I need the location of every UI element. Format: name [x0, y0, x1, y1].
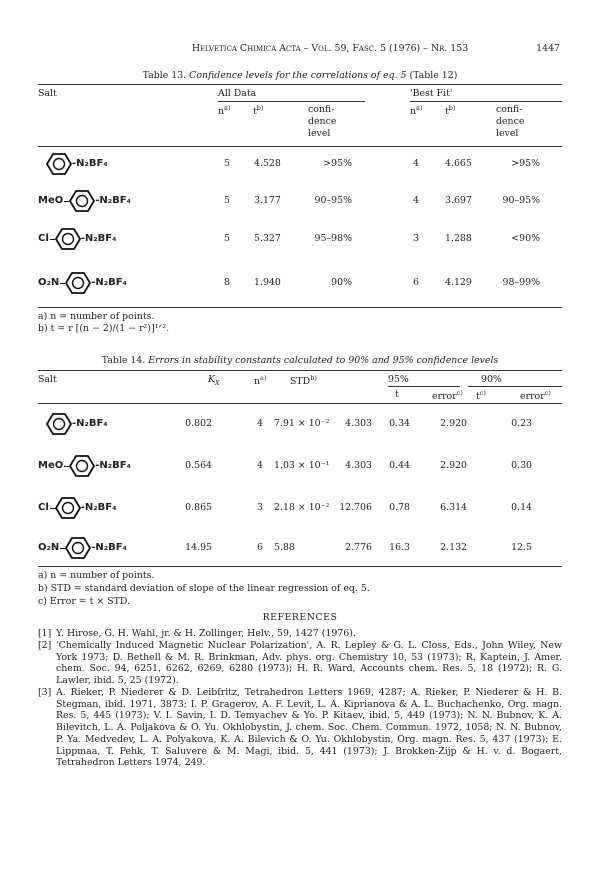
table13-caption-italic: Confidence levels for the correlations of eq. 5: [189, 70, 407, 81]
table14-caption-prefix: Table 14.: [101, 355, 149, 366]
salt-substituent: O₂N: [38, 276, 60, 288]
table14-caption-italic: Errors in stability constants calculated to 90% and 95% confidence levels: [148, 355, 499, 366]
table13-col-salt: Salt: [38, 88, 57, 99]
reference-text: A. Rieker, P. Niederer & D. Leibfritz, Tetrahedron Letters 1969, 4287; A. Rieker, P. Niederer & H. B. Stegman, ibid. 1971, 3873; I. P. Gragerov, A. F. Levit, L. A. Kiprianova & A. L. Buchachenko, Org. magn. Res. 5, 445 (1973); V. I. Savin, I. D. Temyachev & Yo. P. Kitaev, ibid. 5, 449 (1973); N. N. Bubnov, K. A. Bilevitch, L. A. Poljakova & O. Yu. Okhlobystin, J. chem. Soc. Chem. Commun. 1972, 1058; N. N. Bubnov, P. Ya. Medvedev, L. A. Polyakova, K. A. Bilevich & O. Yu. Okhlobystin, Org. magn. Res. 5, 437 (1973); E. Lippmaa, T. Pehk, T. Saluvere & M. Magi, ibid. 5, 441 (1973); J. Brokken-Zijp & H. v. d. Bogaert, Tetrahedron Letters 1974, 249.: [56, 686, 562, 769]
cell-t2: 4.129: [445, 277, 472, 288]
cell-t2: 3.697: [445, 195, 472, 206]
cell-kx: 0.802: [185, 418, 212, 429]
salt-structure: [38, 497, 117, 519]
cell-n: 5: [224, 233, 230, 244]
cell-t95: 4.303: [345, 418, 372, 429]
cell-e90: 12.5: [511, 542, 532, 553]
cell-t90: 2.132: [440, 542, 467, 553]
table13-footnote-b: b) t = r [(n − 2)/(1 − r²)]¹ᐟ².: [38, 323, 170, 334]
salt-diazonium: -N₂BF₄: [72, 417, 108, 429]
table13-group-all: All Data: [218, 88, 257, 99]
table13-header-rule: [38, 146, 562, 147]
cell-t95: 2.776: [345, 542, 372, 553]
cell-e90: 0.14: [511, 502, 532, 513]
reference-number: [2]: [38, 639, 52, 651]
table14-col-std: STD$^{b)}$: [290, 374, 317, 388]
table13-col-t: $t^{b)}$: [253, 104, 264, 118]
table14-col-salt: Salt: [38, 374, 57, 385]
table13-footnote-a: a) n = number of points.: [38, 311, 155, 322]
cell-kx: 14.95: [185, 542, 212, 553]
table13-caption: [0, 70, 600, 82]
table13-col-conf: confi- dence level: [308, 104, 337, 139]
cell-t95: 4.303: [345, 460, 372, 471]
cell-n: 4: [257, 418, 263, 429]
table14-footnote-a: a) n = number of points.: [38, 570, 155, 581]
reference-text: 'Chemically Induced Magnetic Nuclear Polarization', A. R. Lepley & G. L. Closs, Eds., John Wiley, New York 1973; D. Bethell & M. R. Brinkman, Adv. phys. org. Chemistry 10, 53 (1973); R. Kaptein, J. Amer. chem. Soc. 94, 6251, 6262, 6269, 6280 (1973); H. R. Ward, Accounts chem. Res. 5, 18 (1972); R. G. Lawler, ibid. 5, 25 (1972).: [56, 639, 562, 686]
cell-e95: 0.78: [389, 502, 410, 513]
salt-diazonium: -N₂BF₄: [95, 459, 131, 471]
salt-diazonium: -N₂BF₄: [91, 541, 127, 553]
cell-t90: 2.920: [440, 418, 467, 429]
table14-col-t2: $t^{c)}$: [476, 389, 486, 403]
salt-substituent: Cl: [38, 501, 49, 513]
cell-t95: 12.706: [339, 502, 372, 513]
salt-diazonium: -N₂BF₄: [72, 157, 108, 169]
cell-n: 5: [224, 195, 230, 206]
cell-n2: 4: [413, 158, 419, 169]
table13-top-rule: [38, 84, 562, 85]
reference-item: [38, 628, 562, 640]
reference-item: [38, 687, 562, 769]
journal-header: Helvetica Chimica Acta – Vol. 59, Fasc. 5 (1976) – Nr. 153: [191, 43, 469, 54]
cell-e95: 0.44: [389, 460, 410, 471]
cell-e95: 0.34: [389, 418, 410, 429]
salt-diazonium: -N₂BF₄: [80, 501, 117, 513]
cell-conf2: 90–95%: [502, 195, 540, 206]
salt-diazonium: -N₂BF₄: [91, 276, 127, 288]
references-heading: REFERENCES: [262, 612, 338, 623]
cell-t90: 6.314: [440, 502, 467, 513]
cell-n: 6: [257, 542, 263, 553]
reference-number: [3]: [38, 686, 52, 698]
table13-col-n2: $n^{a)}$: [410, 104, 423, 118]
benzene-ring-icon: [55, 497, 81, 519]
cell-conf2: >95%: [511, 158, 540, 169]
table13-col-t2: $t^{b)}$: [445, 104, 456, 118]
table14-group-95: 95%: [388, 374, 409, 385]
salt-structure: [38, 272, 127, 294]
benzene-ring-icon: [65, 537, 91, 559]
table14-col-n: $n^{a)}$: [254, 374, 267, 388]
table14-footnote-b: b) STD = standard deviation of slope of the linear regression of eq. 5.: [38, 583, 370, 594]
salt-diazonium: -N₂BF₄: [95, 194, 131, 206]
cell-n: 4: [257, 460, 263, 471]
cell-conf: 95–98%: [314, 233, 352, 244]
benzene-ring-icon: [69, 455, 95, 477]
table14-footnote-c: c) Error = t × STD.: [38, 596, 131, 607]
cell-t2: 1.288: [445, 233, 472, 244]
reference-item: [38, 640, 562, 687]
table14-95-rule: [388, 386, 460, 387]
cell-t: 4.528: [254, 158, 281, 169]
benzene-ring-icon: [46, 413, 72, 435]
reference-number: [1]: [38, 628, 52, 639]
references-list: [38, 628, 562, 769]
cell-kx: 0.564: [185, 460, 212, 471]
benzene-ring-icon: [46, 153, 72, 175]
cell-t: 3.177: [254, 195, 281, 206]
table14-group-90: 90%: [481, 374, 502, 385]
salt-structure: [38, 537, 127, 559]
cell-std: 2.18 × 10⁻²: [274, 502, 330, 513]
table13-all-rule: [218, 101, 365, 102]
cell-e95: 16.3: [389, 542, 410, 553]
salt-substituent: O₂N: [38, 541, 60, 553]
salt-structure: [38, 153, 108, 175]
cell-conf: >95%: [323, 158, 352, 169]
cell-t: 5.327: [254, 233, 281, 244]
salt-substituent: MeO: [38, 459, 64, 471]
benzene-ring-icon: [55, 228, 81, 250]
cell-n2: 6: [413, 277, 419, 288]
cell-conf2: 98–99%: [502, 277, 540, 288]
cell-e90: 0.30: [511, 460, 532, 471]
table13-col-conf2: confi- dence level: [496, 104, 525, 139]
cell-n: 5: [224, 158, 230, 169]
cell-n2: 4: [413, 195, 419, 206]
cell-conf: 90%: [331, 277, 352, 288]
salt-structure: [38, 190, 131, 212]
page-number: 1447: [536, 43, 560, 54]
salt-structure: [38, 228, 117, 250]
benzene-ring-icon: [69, 190, 95, 212]
table14-top-rule: [38, 370, 562, 371]
cell-n2: 3: [413, 233, 419, 244]
table14-header-rule: [38, 403, 562, 404]
table14-caption: [0, 355, 600, 367]
table13-caption-suffix: (Table 12): [406, 70, 458, 81]
cell-conf: 90–95%: [314, 195, 352, 206]
benzene-ring-icon: [65, 272, 91, 294]
cell-n: 8: [224, 277, 230, 288]
table13-caption-prefix: Table 13.: [142, 70, 190, 81]
cell-t2: 4.665: [445, 158, 472, 169]
table14-col-t: t: [395, 389, 399, 400]
table13-bottom-rule: [38, 307, 562, 308]
salt-diazonium: -N₂BF₄: [80, 232, 117, 244]
salt-substituent: Cl: [38, 232, 49, 244]
cell-std: 5.88: [274, 542, 295, 553]
cell-t90: 2.920: [440, 460, 467, 471]
cell-conf2: <90%: [511, 233, 540, 244]
cell-kx: 0.865: [185, 502, 212, 513]
table14-col-kx: $K_X$: [208, 374, 220, 387]
table13-col-n: $n^{a)}$: [218, 104, 231, 118]
table13-best-rule: [410, 101, 562, 102]
table14-col-error2: error$^{c)}$: [520, 389, 551, 403]
table13-group-best: 'Best Fit': [410, 88, 453, 99]
reference-text: Y. Hirose, G. H. Wahl, jr. & H. Zollinger, Helv., 59, 1427 (1976).: [56, 628, 356, 639]
cell-std: 1.03 × 10⁻¹: [274, 460, 330, 471]
salt-substituent: MeO: [38, 194, 64, 206]
cell-std: 7.91 × 10⁻²: [274, 418, 330, 429]
table14-bottom-rule: [38, 566, 562, 567]
table14-col-error: error$^{c)}$: [432, 389, 463, 403]
table14-90-rule: [468, 386, 562, 387]
cell-e90: 0.23: [511, 418, 532, 429]
salt-structure: [38, 455, 131, 477]
cell-n: 3: [257, 502, 263, 513]
salt-structure: [38, 413, 108, 435]
cell-t: 1.940: [254, 277, 281, 288]
